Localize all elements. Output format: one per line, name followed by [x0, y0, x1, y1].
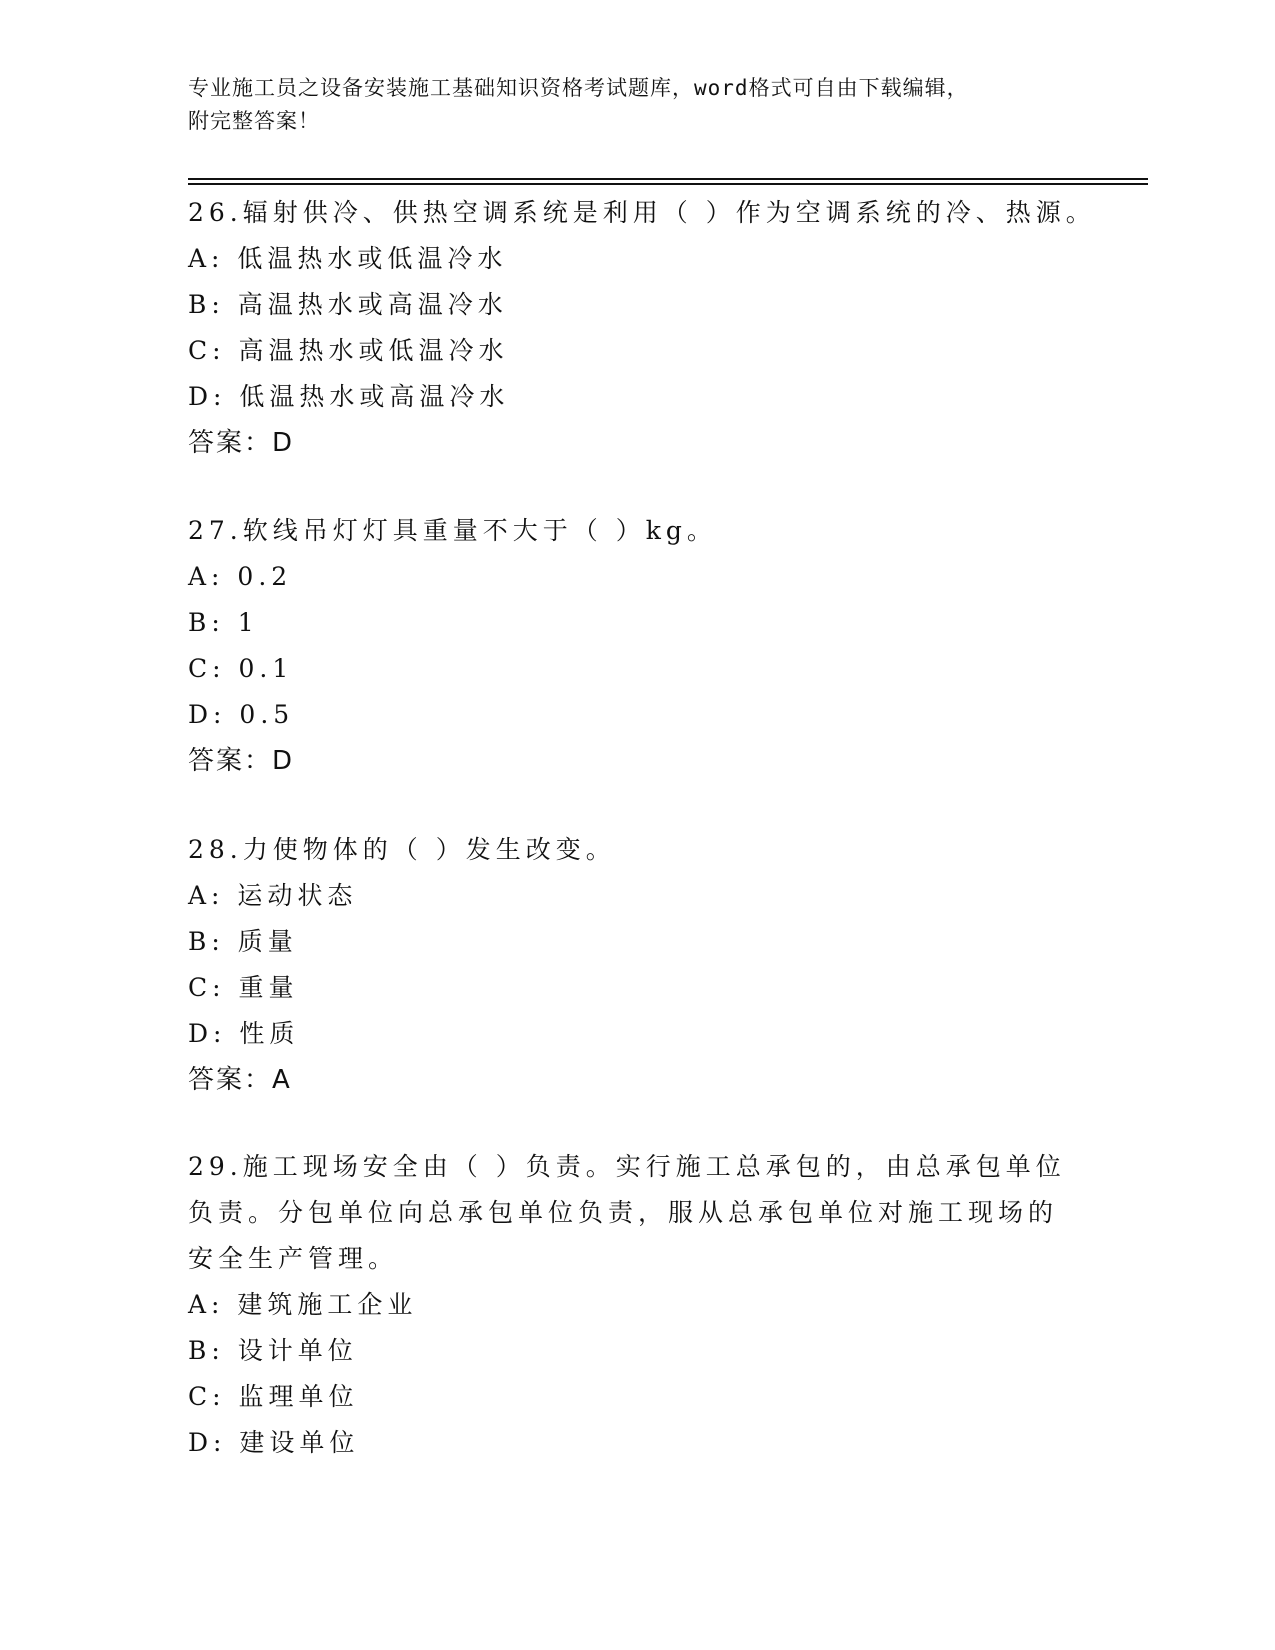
answer-line: 答案：A	[188, 1065, 292, 1095]
question-27	[188, 508, 1068, 784]
question-26	[188, 190, 1096, 466]
option-b: B: 设计单位	[188, 1336, 358, 1365]
option-a: A: 运动状态	[188, 881, 358, 910]
question-29	[188, 1144, 1068, 1466]
option-a: A: 低温热水或低温冷水	[188, 244, 508, 273]
option-a: A: 0.2	[188, 562, 293, 591]
question-stem: 27.软线吊灯灯具重量不大于（ ）kg。	[188, 516, 717, 545]
header-rule-bottom	[188, 183, 1148, 185]
question-stem: 29.施工现场安全由（ ）负责。实行施工总承包的，由总承包单位负责。分包单位向总承包单位负责，服从总承包单位对施工现场的安全生产管理。	[188, 1152, 1066, 1273]
question-stem: 26.辐射供冷、供热空调系统是利用（ ）作为空调系统的冷、热源。	[188, 198, 1096, 227]
option-b: B: 1	[188, 608, 259, 637]
option-a: A: 建筑施工企业	[188, 1290, 418, 1319]
option-d: D: 0.5	[188, 700, 295, 729]
option-c: C: 监理单位	[188, 1382, 359, 1411]
option-d: D: 性质	[188, 1019, 300, 1048]
option-c: C: 0.1	[188, 654, 294, 683]
document-header	[188, 72, 1088, 138]
answer-line: 答案：D	[188, 746, 295, 776]
option-c: C: 高温热水或低温冷水	[188, 336, 509, 365]
question-stem: 28.力使物体的（ ）发生改变。	[188, 835, 616, 864]
header-line-2: 附完整答案！	[188, 109, 320, 133]
option-b: B: 质量	[188, 927, 298, 956]
header-rule-top	[188, 178, 1148, 180]
question-28	[188, 827, 1068, 1103]
option-d: D: 低温热水或高温冷水	[188, 382, 510, 411]
answer-line: 答案：D	[188, 428, 295, 458]
option-c: C: 重量	[188, 973, 299, 1002]
option-b: B: 高温热水或高温冷水	[188, 290, 508, 319]
header-line-1: 专业施工员之设备安装施工基础知识资格考试题库，word格式可自由下载编辑，	[188, 76, 969, 100]
option-d: D: 建设单位	[188, 1428, 360, 1457]
